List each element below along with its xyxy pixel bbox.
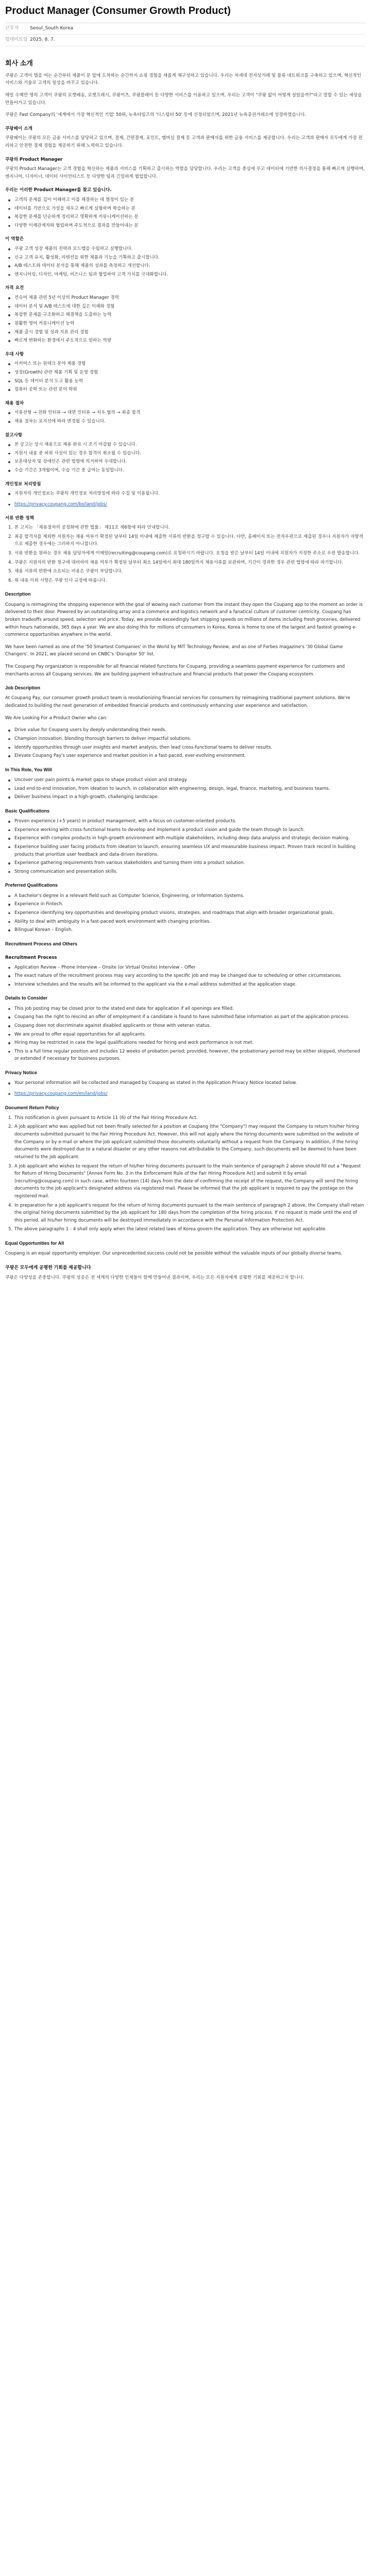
item-number: 1. bbox=[8, 1115, 13, 1121]
item-text: 채용 서류의 반환에 소요되는 비용은 쿠팡이 부담합니다. bbox=[14, 569, 123, 574]
document-return-list bbox=[5, 524, 366, 584]
paragraph: At Coupang Pay, our consumer growth product team is revolutionizing financial services for consumers by reimagining traditional payment solutions. We're dedicated to building the next generation of embedded financial products and continuously enhancing user experience and satisfaction. bbox=[5, 696, 350, 709]
consideration-item: This is a full time regular position and includes 12 weeks of probation period; provided, however, the probationary period may be either skipped, shortened or extended if necessary for business purposes. bbox=[5, 1048, 366, 1063]
privacy-link-ko-item bbox=[5, 501, 366, 509]
basic-qualification-item: Experience working with cross-functional teams to develop and implement a product vision and guide the team through to launch. bbox=[5, 826, 366, 834]
section-title-recruitment-process: Recruitment Process and Others bbox=[5, 941, 78, 946]
paragraph: 쿠팡의 Product Manager는 고객 경험을 혁신하는 제품과 서비스를 기획하고 출시하는 역할을 담당합니다. 우리는 고객을 중심에 두고 데이터에 기반한 의사결정을 통해 빠르게 실행하며, 엔지니어, 디자이너, 데이터 사이언티스트 등 다양한 팀과 긴밀하게 협업합니다. bbox=[5, 166, 365, 179]
consideration-item: Coupang has the right to rescind an offer of employment if a candidate is found to have submitted false information as part of the application process. bbox=[5, 1013, 366, 1021]
responsibility-item: 신규 고객 유치, 활성화, 리텐션을 위한 제품과 기능을 기획하고 출시합니다. bbox=[5, 254, 366, 262]
consideration-item: We are proud to offer equal opportunities for all applicants. bbox=[5, 1031, 366, 1039]
subsection-title-recruitment-process: Recruitment Process bbox=[5, 955, 57, 961]
item-number: 6. bbox=[8, 578, 13, 583]
item-text: A job applicant who was applied but not been finally selected for a position at Coupang (the "Company") may request the Company to return his/her hiring documents submitted pursuant to the Fair Hiring Procedure Act. However, this will not apply where the hiring documents were submitted on the website of the Company or by e-mail or where the job applicant submitted those documents voluntarily without a request from the Company. In addition, if the hiring documents were destroyed due to a natural disaster or any other reasons not attributable to the Company, such documents will be deemed to have been returned to the job applicant. bbox=[14, 1124, 359, 1160]
basic-qualification-item: 복잡한 문제를 구조화하고 해결책을 도출하는 능력 bbox=[5, 311, 366, 319]
privacy-link-ko[interactable]: https://privacy.coupang.com/ko/land/jobs/ bbox=[14, 501, 107, 507]
preferred-qualification-item: Experience in Fintech. bbox=[5, 901, 366, 908]
paragraph: We Are Looking For a Product Owner who can: bbox=[5, 715, 108, 721]
privacy-note-item: Your personal information will be collected and managed by Coupang as stated in the Application Privacy Notice located below. bbox=[5, 1079, 366, 1087]
responsibility-item: 쿠팡 고객 성장 제품의 전략과 로드맵을 수립하고 실행합니다. bbox=[5, 245, 366, 253]
note-item: 지원서 내용 중 허위 사실이 있는 경우 합격이 취소될 수 있습니다. bbox=[5, 450, 366, 457]
item-text: A job applicant who wishes to request the return of his/her hiring documents pursuant to the main sentence of paragraph 2 above should fill out a "Request for Return of Hiring Documents" [Annex Form No. 3 in the Enforcement Rule of the Fair Hiring Procedure Act] and submit it by email (recruiting@coupang.com) in such case, within fourteen (14) days from the date of confirming the receipt of the request, the Company will send the hiring documents to the job applicant's designated address via registered mail. Please be informed that the job applicant is required to pay the postage on the registered mail. bbox=[14, 1163, 361, 1199]
item-number: 1. bbox=[8, 525, 13, 531]
looking-for-item: 고객의 문제를 깊이 이해하고 이를 해결하는 데 열정이 있는 분 bbox=[5, 196, 366, 204]
privacy-note-item: 지원자의 개인정보는 쿠팡의 개인정보 처리방침에 따라 수집 및 이용됩니다. bbox=[5, 490, 366, 498]
basic-qualification-item: Experience gathering requirements from various stakeholders and turning them into a product solution. bbox=[5, 859, 366, 867]
basic-qualification-item: Strong communication and presentation skills. bbox=[5, 868, 366, 876]
item-text: 본 고지는 「채용절차의 공정화에 관한 법률」 제11조 제6항에 따라 안내합니다. bbox=[14, 525, 170, 531]
process-step-item: The exact nature of the recruitment process may vary according to the specific job and may be changed due to scheduling or other circumstances. bbox=[5, 972, 366, 980]
section-title-basic-qualifications: 자격 요건 bbox=[5, 285, 24, 291]
process-step-item: Application Review – Phone Interview – Onsite (or Virtual Onsite) Interview – Offer bbox=[5, 964, 366, 972]
section-title-document-return: 서류 반환 정책 bbox=[5, 515, 34, 521]
item-text: 최종 합격자를 제외한 지원자는 채용 여부가 확정된 날부터 14일 이내에 제출한 서류의 반환을 청구할 수 있습니다. 다만, 홈페이지 또는 전자우편으로 제출된 경우나 지원자가 자발적으로 제출한 경우에는 그러하지 아니합니다. bbox=[14, 534, 363, 547]
consideration-item: Coupang does not discriminate against disabled applicants or those with veteran status. bbox=[5, 1022, 366, 1030]
consideration-item: Hiring may be restricted in case the legal qualifications needed for hiring and work performance is not met. bbox=[5, 1039, 366, 1047]
meta-key: 근무지 bbox=[5, 26, 19, 31]
looking-for-item: 데이터를 기반으로 가설을 세우고 빠르게 실험하며 학습하는 분 bbox=[5, 205, 366, 213]
basic-qualification-item: 제품 출시 경험 및 성과 지표 관리 경험 bbox=[5, 329, 366, 336]
basic-qualification-item: 데이터 분석 및 A/B 테스트에 대한 깊은 이해와 경험 bbox=[5, 303, 366, 311]
responsibility-item: 엔지니어링, 디자인, 마케팅, 비즈니스 팀과 협업하여 고객 가치를 극대화합니다. bbox=[5, 271, 366, 279]
item-number: 3. bbox=[8, 550, 13, 556]
looking-for-item: 다양한 이해관계자와 협업하며 주도적으로 결과를 만들어내는 분 bbox=[5, 222, 366, 230]
responsibility-item: A/B 테스트와 데이터 분석을 통해 제품의 성과를 측정하고 개선합니다. bbox=[5, 262, 366, 270]
privacy-link-en-item bbox=[5, 1090, 366, 1098]
section-title-job-description: Job Description bbox=[5, 685, 41, 691]
basic-qualification-item: 컨슈머 제품 관련 5년 이상의 Product Manager 경력 bbox=[5, 294, 366, 302]
document-return-item bbox=[5, 524, 366, 532]
document-return-item bbox=[5, 1123, 366, 1161]
section-title-preferred-qualifications: 우대 사항 bbox=[5, 351, 24, 357]
document-return-item bbox=[5, 568, 366, 575]
looking-for-list bbox=[5, 196, 366, 229]
job-point-item: Drive value for Coupang users by deeply understanding their needs. bbox=[5, 726, 366, 734]
consideration-list bbox=[5, 1005, 366, 1063]
process-step-item: 채용 절차는 포지션에 따라 변경될 수 있습니다. bbox=[5, 418, 366, 426]
preferred-qualification-list bbox=[5, 360, 366, 393]
paragraph: 쿠팡은 고객이 앱을 여는 순간부터 제품이 문 앞에 도착하는 순간까지 쇼핑 경험을 새롭게 재구성하고 있습니다. 우리는 차세대 전자상거래 및 물류 네트워크를 구축하고 있으며, 혁신적인 서비스와 기술로 고객의 일상을 바꾸고 있습니다. bbox=[5, 73, 361, 86]
preferred-qualification-item: A bachelor's degree in a relevant field such as Computer Science, Engineering, or Information Systems. bbox=[5, 892, 366, 900]
item-text: In preparation for a job applicant's request for the return of hiring documents pursuant to the main sentence of paragraph 2 above, the Company shall retain the original hiring documents submitted by the job applicant for 180 days from the completion of the hiring process. If no request is made until the end of this period, all his/her hiring documents will be destroyed immediately in accordance with the Personal Information Protection Act. bbox=[14, 1202, 364, 1223]
section-title-equal-opportunity-ko: 쿠팡은 모두에게 공평한 기회를 제공합니다 bbox=[5, 1264, 91, 1270]
privacy-note-list bbox=[5, 490, 366, 498]
meta-value: 2025. 8. 7. bbox=[30, 37, 55, 43]
item-number: 2. bbox=[8, 534, 13, 539]
section-title-looking-for: 우리는 이러한 Product Manager를 찾고 있습니다. bbox=[5, 188, 112, 193]
document-return-item bbox=[5, 1202, 366, 1225]
role-duty-item: Lead end-to-end innovation, from ideation to launch, in collaboration with engineering, design, legal, finance, marketing, and business teams. bbox=[5, 785, 366, 793]
item-text: The above paragraphs 1 - 4 shall only apply when the latest related laws of Korea govern the application. They are otherwise not applicable. bbox=[14, 1227, 327, 1232]
basic-qualification-list bbox=[5, 818, 366, 875]
item-text: 서류 반환을 원하는 경우 채용 담당자에게 이메일(recruiting@coupang.com)로 요청하시기 바랍니다. 요청을 받은 날부터 14일 이내에 지원자가 지정한 주소로 우편 발송합니다. bbox=[14, 550, 360, 556]
process-step-item: Interview schedules and the results will be informed to the applicant via the e-mail address submitted at the application stage. bbox=[5, 981, 366, 989]
job-point-item: Champion innovation, blending thorough barriers to deliver impactful solutions. bbox=[5, 735, 366, 743]
privacy-link-en[interactable]: https://privacy.coupang.com/en/land/jobs/ bbox=[14, 1091, 108, 1096]
basic-qualification-item: 원활한 영어 커뮤니케이션 능력 bbox=[5, 320, 366, 328]
note-item: 본 공고는 상시 채용으로 채용 완료 시 조기 마감될 수 있습니다. bbox=[5, 441, 366, 449]
basic-qualification-item: Experience with complex products in high-growth environment with multiple stakeholders, including deep data analysis and strategic decision making. bbox=[5, 835, 366, 842]
job-point-item: Elevate Coupang Pay's user experience and market position in a fast-paced, ever-evolving environment. bbox=[5, 752, 366, 760]
note-list bbox=[5, 441, 366, 474]
section-title-description: Description bbox=[5, 591, 31, 597]
process-step-item: 서류전형 → 전화 인터뷰 → 대면 인터뷰 → 처우 협의 → 최종 합격 bbox=[5, 409, 366, 417]
paragraph: 쿠팡은 다양성을 존중합니다. 쿠팡의 성공은 전 세계의 다양한 인재들이 함께 만들어낸 결과이며, 우리는 모든 지원자에게 공평한 기회를 제공하고자 합니다. bbox=[5, 1275, 305, 1281]
note-item: 보훈대상자 및 장애인은 관련 법령에 의거하여 우대합니다. bbox=[5, 458, 366, 466]
meta-row-updated bbox=[5, 35, 366, 46]
section-title-team: 쿠팡페이 소개 bbox=[5, 126, 32, 131]
process-step-list bbox=[5, 964, 366, 989]
meta-key: 업데이트일 bbox=[5, 37, 28, 43]
section-title-basic-qualifications-en: Basic Qualifications bbox=[5, 808, 50, 814]
section-title-preferred-qualifications-en: Preferred Qualifications bbox=[5, 883, 58, 888]
note-item: 수습 기간은 3개월이며, 수습 기간 중 급여는 동일합니다. bbox=[5, 467, 366, 474]
section-title-notes: 참고사항 bbox=[5, 432, 23, 438]
section-title-document-return-en: Document Return Policy bbox=[5, 1105, 59, 1110]
document-return-list bbox=[5, 1114, 366, 1233]
item-number: 2. bbox=[8, 1124, 13, 1130]
consideration-item: This job posting may be closed prior to the stated end date for application if all openings are filled. bbox=[5, 1005, 366, 1013]
section-title-responsibilities: 이 역할은 bbox=[5, 236, 24, 242]
item-text: 위 내용 이외 사항은 쿠팡 인사 규정에 따릅니다. bbox=[14, 578, 107, 583]
role-duty-list bbox=[5, 776, 366, 801]
role-duty-item: Deliver business impact in a high-growth, challenging landscape. bbox=[5, 793, 366, 801]
job-point-item: Identify opportunities through user insights and market analysis, then lead cross-functional teams to deliver results. bbox=[5, 744, 366, 752]
document-return-item bbox=[5, 559, 366, 567]
meta-row-location bbox=[5, 23, 366, 35]
section-title-equal-opportunity: Equal Opportunities for All bbox=[5, 1241, 64, 1246]
paragraph: 쿠팡페이는 쿠팡의 모든 금융 서비스를 담당하고 있으며, 결제, 간편결제, 포인트, 멤버십 결제 등 고객과 판매자를 위한 금융 서비스를 제공합니다. 우리는 고객과 판매자 모두에게 가장 편리하고 안전한 결제 경험을 제공하기 위해 노력하고 있습니다. bbox=[5, 135, 363, 148]
basic-qualification-list bbox=[5, 294, 366, 345]
item-number: 5. bbox=[8, 569, 13, 574]
paragraph: 쿠팡은 Fast Company의 '세계에서 가장 혁신적인 기업' 50위, 뉴욕타임즈의 '디스럽터 50' 등에 선정되었으며, 2021년 뉴욕증권거래소에 상장하였습니다. bbox=[5, 112, 306, 118]
section-title-privacy: 개인정보 처리방침 bbox=[5, 481, 41, 487]
item-number: 4. bbox=[8, 1202, 13, 1208]
preferred-qualification-item: Experience identifying key opportunities and developing product visions, strategies, and roadmaps that align with broader organizational goals. bbox=[5, 909, 366, 917]
preferred-qualification-item: SQL 등 데이터 분석 도구 활용 능력 bbox=[5, 378, 366, 385]
section-title-privacy-en: Privacy Notice bbox=[5, 1070, 38, 1076]
item-number: 5. bbox=[8, 1227, 13, 1232]
preferred-qualification-item: 성장(Growth) 관련 제품 기획 및 운영 경험 bbox=[5, 369, 366, 377]
document-return-item bbox=[5, 550, 366, 557]
document-return-item bbox=[5, 533, 366, 548]
section-title-role: 쿠팡의 Product Manager bbox=[5, 157, 63, 162]
page-title: Product Manager (Consumer Growth Product) bbox=[5, 5, 231, 16]
item-text: This notification is given pursuant to Article 11 (6) of the Fair Hiring Procedure Act. bbox=[14, 1115, 198, 1121]
section-title-process: 채용 절차 bbox=[5, 400, 24, 406]
section-title-company-intro: 회사 소개 bbox=[5, 59, 33, 67]
preferred-qualification-item: 컴퓨터 공학 또는 관련 분야 학위 bbox=[5, 386, 366, 394]
process-step-list bbox=[5, 409, 366, 425]
section-title-in-this-role: In This Role, You Will bbox=[5, 767, 52, 772]
job-meta-table bbox=[5, 23, 366, 46]
privacy-link-ko-list bbox=[5, 501, 366, 509]
korean-section bbox=[5, 58, 366, 585]
item-text: 쿠팡은 지원자의 반환 청구에 대비하여 채용 여부가 확정된 날부터 최소 14일에서 최대 180일까지 채용서류를 보관하며, 기간이 경과한 경우 관련 법령에 따라 파기합니다. bbox=[14, 560, 344, 565]
paragraph: 매일 수백만 명의 고객이 쿠팡의 로켓배송, 로켓프레시, 쿠팡이츠, 쿠팡플레이 등 다양한 서비스를 이용하고 있으며, 우리는 고객이 "쿠팡 없이 어떻게 살았을까?"라고 말할 수 있는 세상을 만들어가고 있습니다. bbox=[5, 92, 362, 106]
document-return-item bbox=[5, 1163, 366, 1200]
privacy-note-list bbox=[5, 1079, 366, 1087]
section-title-details-to-consider: Details to Consider bbox=[5, 995, 48, 1001]
job-point-list bbox=[5, 726, 366, 759]
english-section bbox=[5, 590, 366, 1281]
meta-value: Seoul_South Korea bbox=[30, 26, 73, 31]
basic-qualification-item: Experience building user facing products from ideation to launch, ensuring seamless UX and measurable business impact. Proven track record in building products that prioritize user feedback and data-driven iterations. bbox=[5, 843, 366, 858]
preferred-qualification-item: 이커머스 또는 핀테크 분야 제품 경험 bbox=[5, 360, 366, 368]
privacy-link-en-list bbox=[5, 1090, 366, 1098]
item-number: 3. bbox=[8, 1163, 13, 1169]
preferred-qualification-item: Ability to deal with ambiguity in a fast-paced work environment with changing priorities. bbox=[5, 918, 366, 926]
document-return-item bbox=[5, 577, 366, 585]
paragraph: Coupang is reimagining the shopping experience with the goal of wowing each customer from the instant they open the Coupang app to the moment an order is delivered to their door. Powered by an outstanding array and a commerce and logistics network and a fanatical culture of customer centricity, Coupang has broken tradeoffs around speed, selection and price. Today, we provide exceedingly fast shipping speeds on millions of items including fresh groceries, delivered within hours nationwide, 365 days a year. We are also doing this for millions of consumers in Korea. Korea is home to one of the largest and fastest growing e-commerce opportunities anywhere in the world. bbox=[5, 602, 363, 638]
responsibility-list bbox=[5, 245, 366, 278]
role-duty-item: Uncover user pain points & market gaps to shape product vision and strategy. bbox=[5, 776, 366, 784]
basic-qualification-item: 빠르게 변화하는 환경에서 주도적으로 일하는 역량 bbox=[5, 337, 366, 345]
paragraph: We have been named as one of the '50 Smartest Companies' in the World by MIT Technology Review, and as one of Forbes magazine's '30 Global Game Changers'. In 2021, we placed second on CNBC's 'Disruptor 50' list. bbox=[5, 644, 343, 657]
document-return-item bbox=[5, 1226, 366, 1233]
preferred-qualification-item: Bilingual Korean – English. bbox=[5, 926, 366, 934]
preferred-qualification-list bbox=[5, 892, 366, 934]
item-number: 4. bbox=[8, 560, 13, 565]
document-return-item bbox=[5, 1114, 366, 1122]
basic-qualification-item: Proven experience (+5 years) in product management, with a focus on customer-oriented products. bbox=[5, 818, 366, 825]
paragraph: The Coupang Pay organization is responsible for all financial related functions for Coupang, providing a seamless payment experience for customers and merchants across all Coupang services. We are building payment infrastructure and financial products that power the Coupang ecosystem. bbox=[5, 664, 345, 677]
looking-for-item: 복잡한 문제를 단순하게 정리하고 명확하게 커뮤니케이션하는 분 bbox=[5, 213, 366, 221]
paragraph: Coupang is an equal opportunity employer. Our unprecedented success could not be possible without the valuable inputs of our globally diverse teams. bbox=[5, 1251, 343, 1257]
